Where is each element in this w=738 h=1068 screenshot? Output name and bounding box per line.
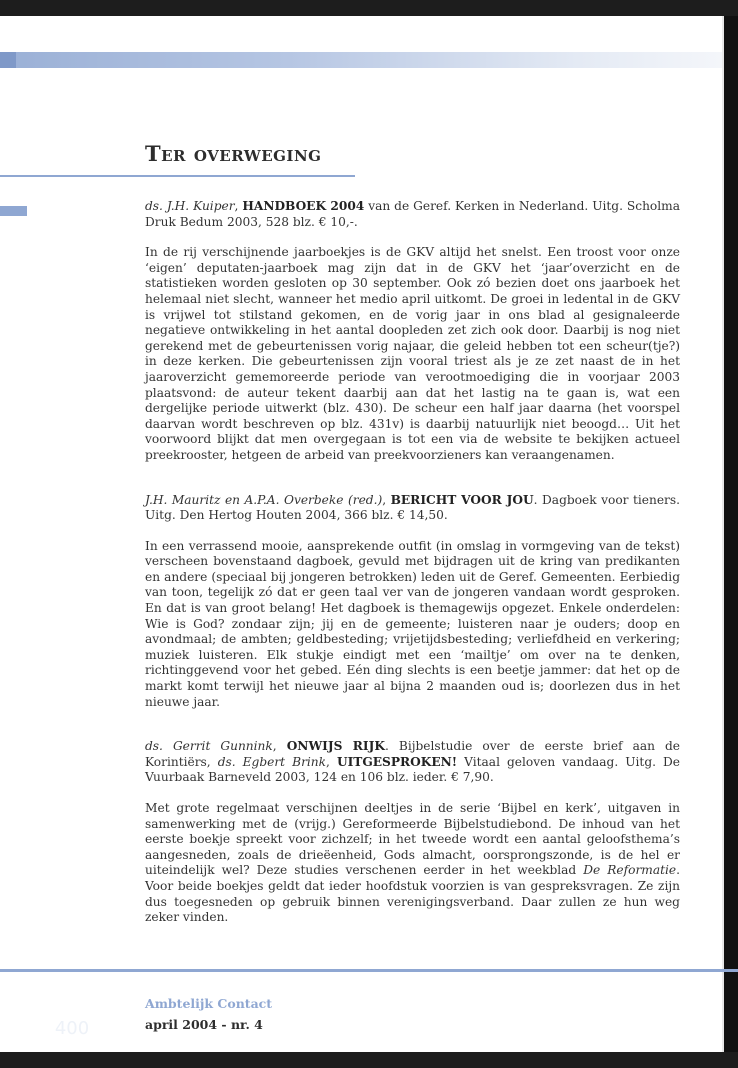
review-book-title: BERICHT VOOR JOU [390, 492, 534, 507]
title-underline [0, 175, 355, 177]
review-reference: J.H. Mauritz en A.P.A. Overbeke (red.), BERICHT VOOR JOU. Dagboek voor tieners. Uitg. Den Hertog Houten 2004, 366 blz. € 14,50. [145, 492, 681, 523]
review-reference: ds. J.H. Kuiper, HANDBOEK 2004 van de Geref. Kerken in Nederland. Uitg. Scholma Druk Bedum 2003, 528 blz. € 10,-. [145, 199, 680, 229]
footer-issue: april 2004 - nr. 4 [145, 1017, 263, 1032]
review-body: Met grote regelmaat verschijnen deeltjes in de serie ‘Bijbel en kerk’, uitgaven in samenwerking met de (vrijg.) Gereformeerde Bijbelstudiebond. De inhoud van het eerste boekje spreekt voor zichzelf; in het tweede wordt een aantal geloofsthema’s aangesneden, zoals de drieëenheid, Gods almacht, oorsprongszonde, is de hel er uiteindelijk wel? Deze studies verschenen eerder in het weekblad De Reformatie. Voor beide boekjes geldt dat ieder hoofdstuk voorzien is van gespreksvragen. Ze zijn dus toegesneden op gebruik binnen verenigingsverband. Daar zullen ze hun weg zeker vinden. [145, 801, 680, 925]
review-book-title: HANDBOEK 2004 [242, 199, 365, 213]
review-author: ds. Gerrit Gunnink [145, 739, 273, 754]
review-publication-info: van de Geref. Kerken in Nederland. Uitg. Scholma Druk Bedum 2003, 528 blz. € 10,-. [145, 199, 680, 229]
review-publication-info: Vitaal geloven vandaag. Uitg. De Vuurbaak Barneveld 2003, 124 en 106 blz. ieder. € 7,90. [145, 754, 681, 785]
review-author: ds. J.H. Kuiper [145, 199, 235, 213]
footer-magazine-name: Ambtelijk Contact [145, 996, 273, 1011]
header-band-accent [0, 52, 16, 68]
top-border [0, 0, 738, 16]
review-author: ds. Egbert Brink [217, 754, 327, 769]
review-body: In een verrassend mooie, aansprekende outfit (in omslag in vormgeving van de tekst) verscheen bovenstaand dagboek, gevuld met bijdragen uit de kring van predikanten en andere (speciaal bij jongeren betrokken) leden uit de Geref. Gemeenten. Eerbiedig van toon, tegelijk zó dat er geen taal ver van de jongeren vandaan wordt gesproken. En dat is van groot belang! Het dagboek is themagewijs opgezet. Enkele onderdelen: Wie is God? zondaar zijn; jij en de gemeente; luisteren naar je ouders; doop en avondmaal; de ambten; geldbesteding; vrijetijdsbesteding; verliefdheid en verkering; muziek luisteren. Elk stukje eindigt met een ‘mailtje’ om over na te denken, richtinggevend voor het gebed. Eén ding slechts is een beetje jammer: dat het op de markt komt terwijl het nieuwe jaar al bijna 2 maanden oud is; doorlezen dus in het nieuwe jaar. [145, 538, 680, 709]
review-list [145, 199, 680, 926]
page-number: 400 [16, 1010, 128, 1048]
review-publication-info: . Dagboek voor tieners. Uitg. Den Hertog Houten 2004, 366 blz. € 14,50. [145, 492, 681, 523]
review-reference: ds. Gerrit Gunnink, ONWIJS RIJK. Bijbelstudie over de eerste brief aan de Korintiërs, ds. Egbert Brink, UITGESPROKEN! Vitaal geloven vandaag. Uitg. De Vuurbaak Barneveld 2003, 124 en 106 blz. ieder. € 7,90. [145, 739, 681, 785]
review-book-title: ONWIJS RIJK [286, 739, 385, 754]
review-author: J.H. Mauritz en A.P.A. Overbeke (red.) [145, 492, 383, 507]
review-book-title: UITGESPROKEN! [336, 754, 458, 769]
page-title: Ter overweging [145, 141, 322, 166]
section-tab-marker [0, 206, 27, 216]
magazine-reference: De Reformatie [583, 863, 677, 878]
header-band [0, 52, 722, 68]
right-border [722, 16, 738, 1068]
bottom-border [0, 1052, 738, 1068]
footer-rule [0, 969, 738, 972]
review-body: In de rij verschijnende jaarboekjes is de GKV altijd het snelst. Een troost voor onze ‘eigen’ deputaten-jaarboek mag zijn dat in de GKV het ‘jaar’overzicht en de statistieken worden gesloten op 30 september. Ook zó bezien doet ons jaarboek het helemaal niet slecht, wanneer het medio april uitkomt. De groei in ledental in de GKV is vrijwel tot stilstand gekomen, en de vorig jaar in ons blad al gesignaleerde negatieve ontwikkeling in het aantal doopleden zet zich ook door. Daarbij is nog niet gerekend met de gebeurtenissen vorig najaar, die geleid hebben tot een scheur(tje?) in deze kerken. Die gebeurtenissen zijn vooral triest als je ze zet naast de in het jaaroverzicht gememoreerde periode van verootmoediging die in voorjaar 2003 plaatsvond: de auteur tekent daarbij aan dat het lastig na te gaan is, wat een dergelijke periode uitwerkt (blz. 430). De scheur een half jaar daarna (het voorspel daarvan wordt beschreven op blz. 431v) is daarbij natuurlijk niet beoogd… Uit het voorwoord blijkt dat men overgegaan is tot een via de website te bekijken actueel preekrooster, hetgeen de arbeid van preekvoorzieners kan veraangenamen. [145, 245, 680, 462]
